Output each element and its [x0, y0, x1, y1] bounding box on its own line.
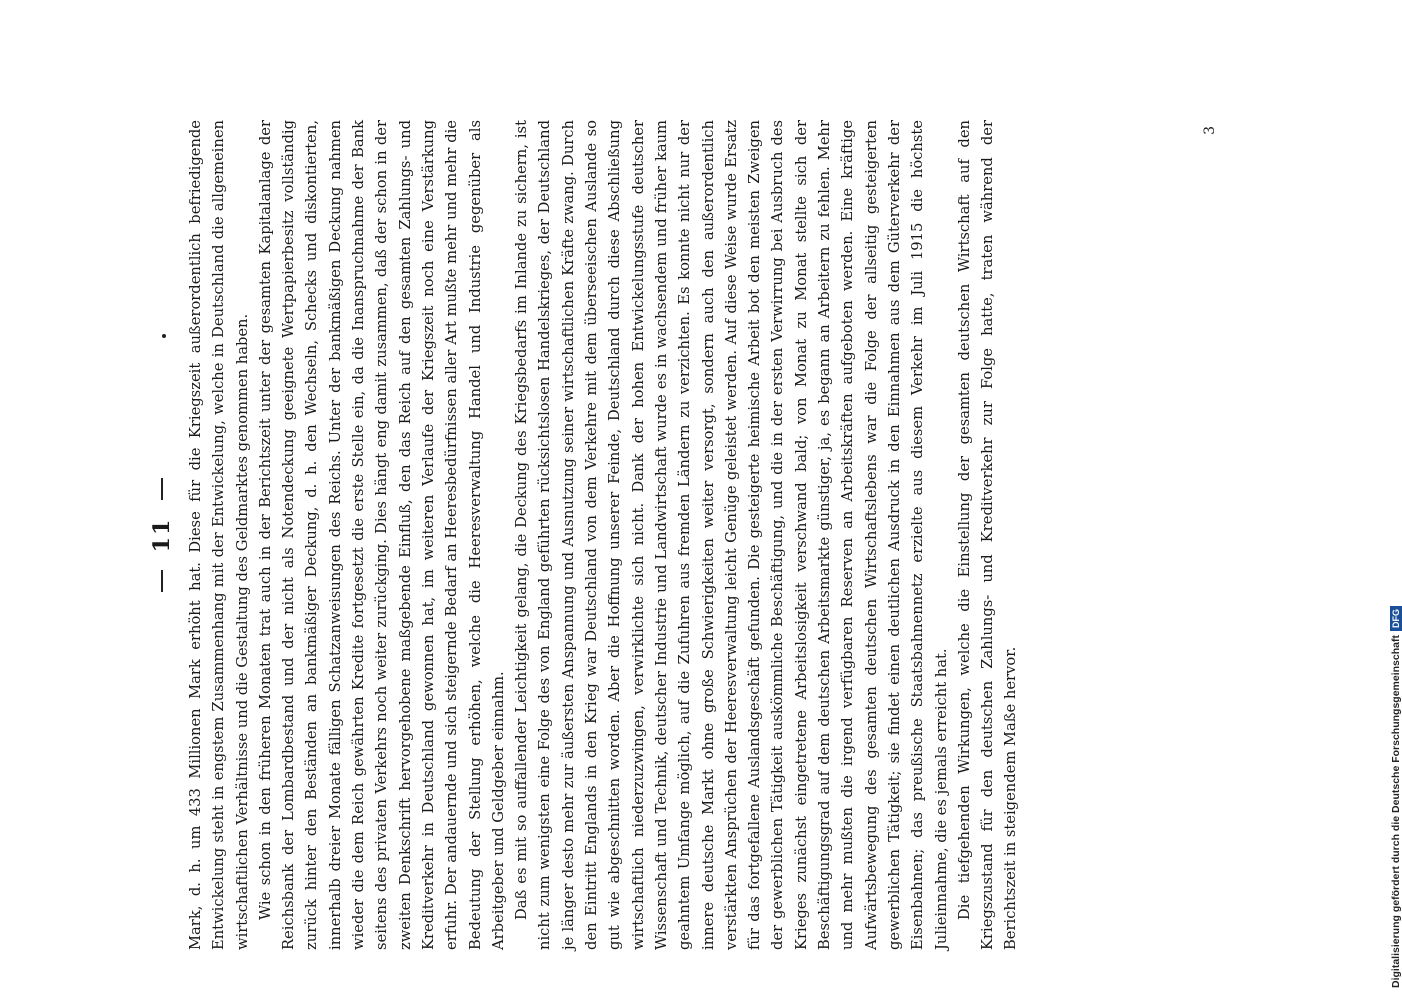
ink-dot: [162, 334, 166, 338]
page-number: 11: [149, 517, 175, 553]
header-dash-right: [161, 478, 163, 500]
page-header: [142, 120, 182, 950]
footer-credit: Digitalisierung gefördert durch die Deutsche Forschungsgemeinschaft: [1390, 635, 1402, 988]
dfg-logo: DFG: [1390, 606, 1402, 631]
digitization-footer: [1390, 606, 1402, 988]
sheet-mark: 3: [1202, 126, 1218, 135]
paragraph-2: Wie schon in den früheren Monaten trat auch in der Berichtszeit unter der gesamten Kapitalanlage der Reichsbank der Lombardbestand und der nicht als Notendeckung geeignete Wertpapierbesitz vollständig zurück hinter den Beständen an bankmäßiger Deckung, d. h. den Wechseln, Schecks und diskontierten, innerhalb dreier Monate fälligen Schatzanweisungen des Reichs. Unter der bankmäßigen Deckung nahmen wieder die dem Reich gewährten Kredite fortgesetzt die erste Stelle ein, da die Inanspruchnahme der Bank seitens des privaten Verkehrs noch weiter zurückging. Dies hängt eng damit zusammen, daß der schon in der zweiten Denkschrift hervorgehobene maßgebende Einfluß, den das Reich auf den gesamten Zahlungs- und Kreditverkehr in Deutschland gewonnen hat, im weiteren Verlaufe der Kriegszeit noch eine Verstärkung erfuhr. Der andauernde und sich steigernde Bedarf an Heeresbedürfnissen aller Art mußte mehr und mehr die Bedeutung der Stellung erhöhen, welche die Heeresverwaltung Handel und Industrie gegenüber als Arbeitgeber und Geldgeber einnahm.: [256, 120, 507, 950]
paragraph-4: Die tiefgehenden Wirkungen, welche die Einstellung der gesamten deutschen Wirtschaft auf den Kriegszustand für den deutschen Zahlungs- und Kreditverkehr zur Folge hatte, traten während der Berichtszeit in steigendem Maße hervor.: [955, 120, 1020, 950]
paragraph-1: Mark, d. h. um 433 Millionen Mark erhöht hat. Diese für die Kriegszeit außerordentlich befriedigende Entwickelung steht in engstem Zusammenhang mit der Entwickelung, welche in Deutschland die allgemeinen wirtschaftlichen Verhältnisse und die Gestaltung des Geldmarktes genommen haben.: [187, 120, 251, 950]
body-text: [184, 120, 1023, 950]
paragraph-3: Daß es mit so auffallender Leichtigkeit gelang, die Deckung des Kriegsbedarfs im Inlande zu sichern, ist nicht zum wenigsten eine Folge des von England geführten rücksichtslosen Handelskrieges, der Deutschland je länger desto mehr zur äußersten Anspannung und Ausnutzung seiner wirtschaftlichen Kräfte zwang. Durch den Eintritt Englands in den Krieg war Deutschland von dem Verkehre mit dem überseeischen Auslande so gut wie abgeschnitten worden. Aber die Hoffnung unserer Feinde, Deutschland durch diese Abschließung wirtschaftlich niederzuzwingen, verwirklichte sich nicht. Dank der hohen Entwickelungsstufe deutscher Wissenschaft und Technik, deutscher Industrie und Landwirtschaft wurde es in wachsendem und früher kaum geahntem Umfange möglich, auf die Zufuhren aus fremden Ländern zu verzichten. Es konnte nicht nur der innere deutsche Markt ohne große Schwierigkeiten weiter versorgt, sondern auch den außerordentlich verstärkten Ansprüchen der Heeresverwaltung leicht Genüge geleistet werden. Auf diese Weise wurde Ersatz für das fortgefallene Auslandsgeschäft gefunden. Die gesteigerte heimische Arbeit bot den meisten Zweigen der gewerblichen Tätigkeit auskömmliche Beschäftigung, und die in der ersten Verwirrung bei Ausbruch des Krieges zunächst eingetretene Arbeitslosigkeit verschwand bald; von Monat zu Monat stellte sich der Beschäftigungsgrad auf dem deutschen Arbeitsmarkte günstiger, ja, es begann an Arbeitern zu fehlen. Mehr und mehr mußten die irgend verfügbaren Reserven an Arbeitskräften aufgeboten werden. Eine kräftige Aufwärtsbewegung des gesamten deutschen Wirtschaftslebens war die Folge der allseitig gesteigerten gewerblichen Tätigkeit; sie findet einen deutlichen Ausdruck in den Einnahmen aus dem Güterverkehr der Eisenbahnen; das preußische Staatsbahnennetz erzielte aus diesem Verkehr im Juli 1915 die höchste Julieinnahme, die es jemals erreicht hat.: [513, 120, 950, 950]
header-dash-left: [161, 570, 163, 592]
rotated-page: [142, 120, 1252, 950]
sheet-signature: [1202, 120, 1218, 950]
